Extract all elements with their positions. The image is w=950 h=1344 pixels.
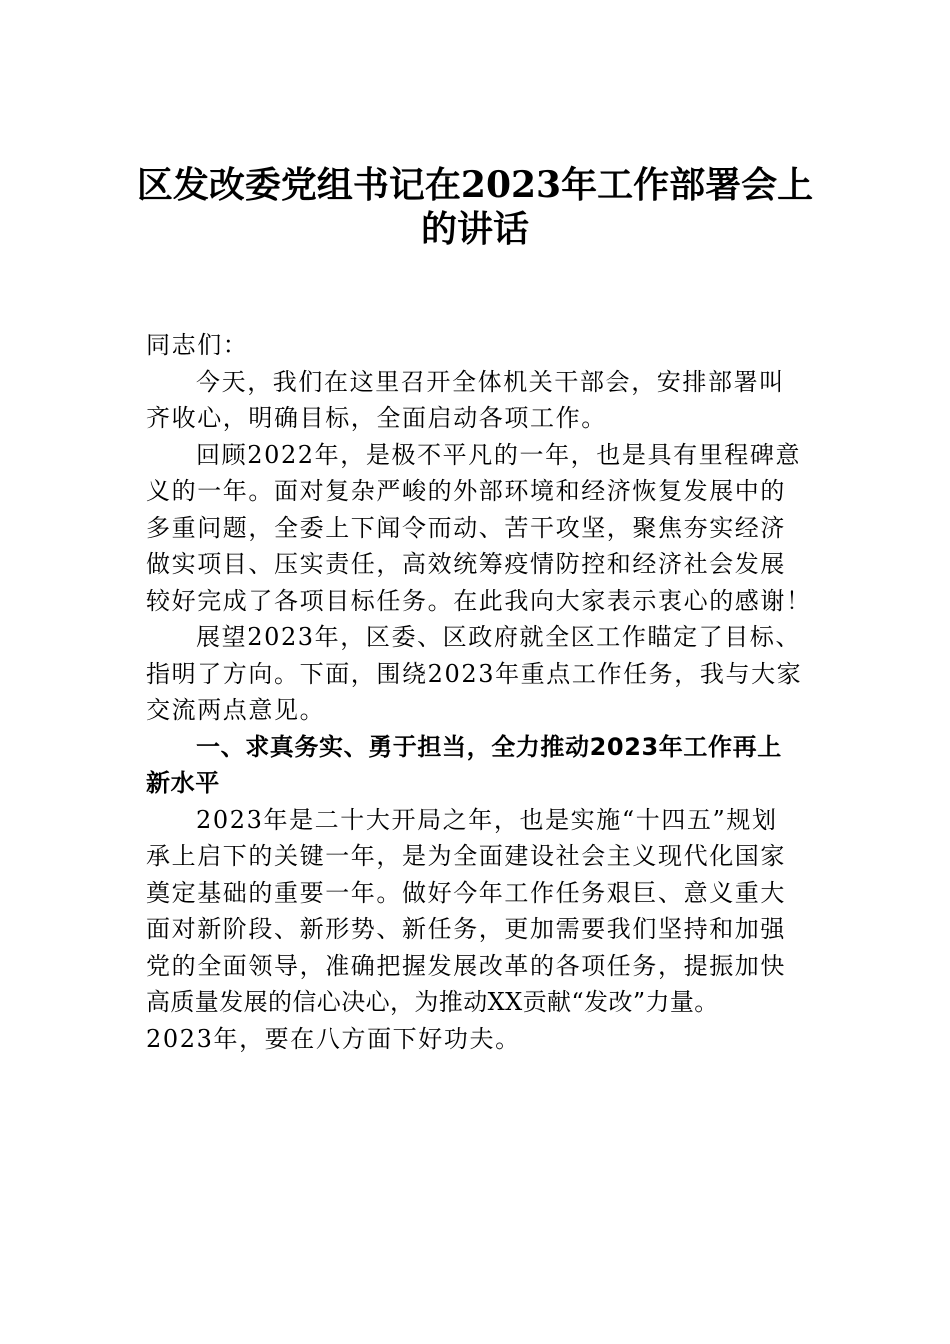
paragraph-4-line-5: 党的全面领导，准确把握发展改革的各项任务，提振加快 xyxy=(146,951,786,980)
paragraph-4-line-6: 高质量发展的信心决心，为推动XX贡献“发改”力量。 xyxy=(146,988,719,1016)
paragraph-4-line-1: 2023年是二十大开局之年，也是实施“十四五”规划 xyxy=(196,805,778,834)
paragraph-4-line-7: 2023年，要在八方面下好功夫。 xyxy=(146,1024,521,1053)
paragraph-1-line-1: 今天，我们在这里召开全体机关干部会，安排部署叫 xyxy=(196,367,785,396)
document-body xyxy=(146,327,812,1057)
document-title-line-1: 区发改委党组书记在2023年工作部署会上 xyxy=(136,164,814,206)
paragraph-3-line-2: 指明了方向。下面，围绕2023年重点工作任务，我与大家 xyxy=(146,659,803,688)
paragraph-2-line-2: 义的一年。面对复杂严峻的外部环境和经济恢复发展中的 xyxy=(146,477,786,505)
paragraph-1-line-2: 齐收心，明确目标，全面启动各项工作。 xyxy=(146,404,607,432)
section-heading-1-line-2: 新水平 xyxy=(146,769,220,797)
paragraph-3-line-3: 交流两点意见。 xyxy=(146,696,326,724)
paragraph-4-line-3: 奠定基础的重要一年。做好今年工作任务艰巨、意义重大 xyxy=(146,878,786,907)
paragraph-4-line-2: 承上启下的关键一年，是为全面建设社会主义现代化国家 xyxy=(146,842,786,870)
paragraph-2-line-3: 多重问题，全委上下闻令而动、苦干攻坚，聚焦夯实经济 xyxy=(146,513,786,542)
document-title-line-2: 的讲话 xyxy=(420,208,529,250)
paragraph-2-line-5: 较好完成了各项目标任务。在此我向大家表示衷心的感谢！ xyxy=(146,586,812,615)
salutation: 同志们： xyxy=(146,331,249,359)
paragraph-4-line-4: 面对新阶段、新形势、新任务，更加需要我们坚持和加强 xyxy=(146,915,786,943)
paragraph-2-line-4: 做实项目、压实责任，高效统筹疫情防控和经济社会发展 xyxy=(146,550,786,578)
paragraph-3-line-1: 展望2023年，区委、区政府就全区工作瞄定了目标、 xyxy=(196,623,802,651)
section-heading-1-line-1: 一、求真务实、勇于担当，全力推动2023年工作再上 xyxy=(196,732,782,761)
paragraph-2-line-1: 回顾2022年，是极不平凡的一年，也是具有里程碑意 xyxy=(196,440,802,469)
